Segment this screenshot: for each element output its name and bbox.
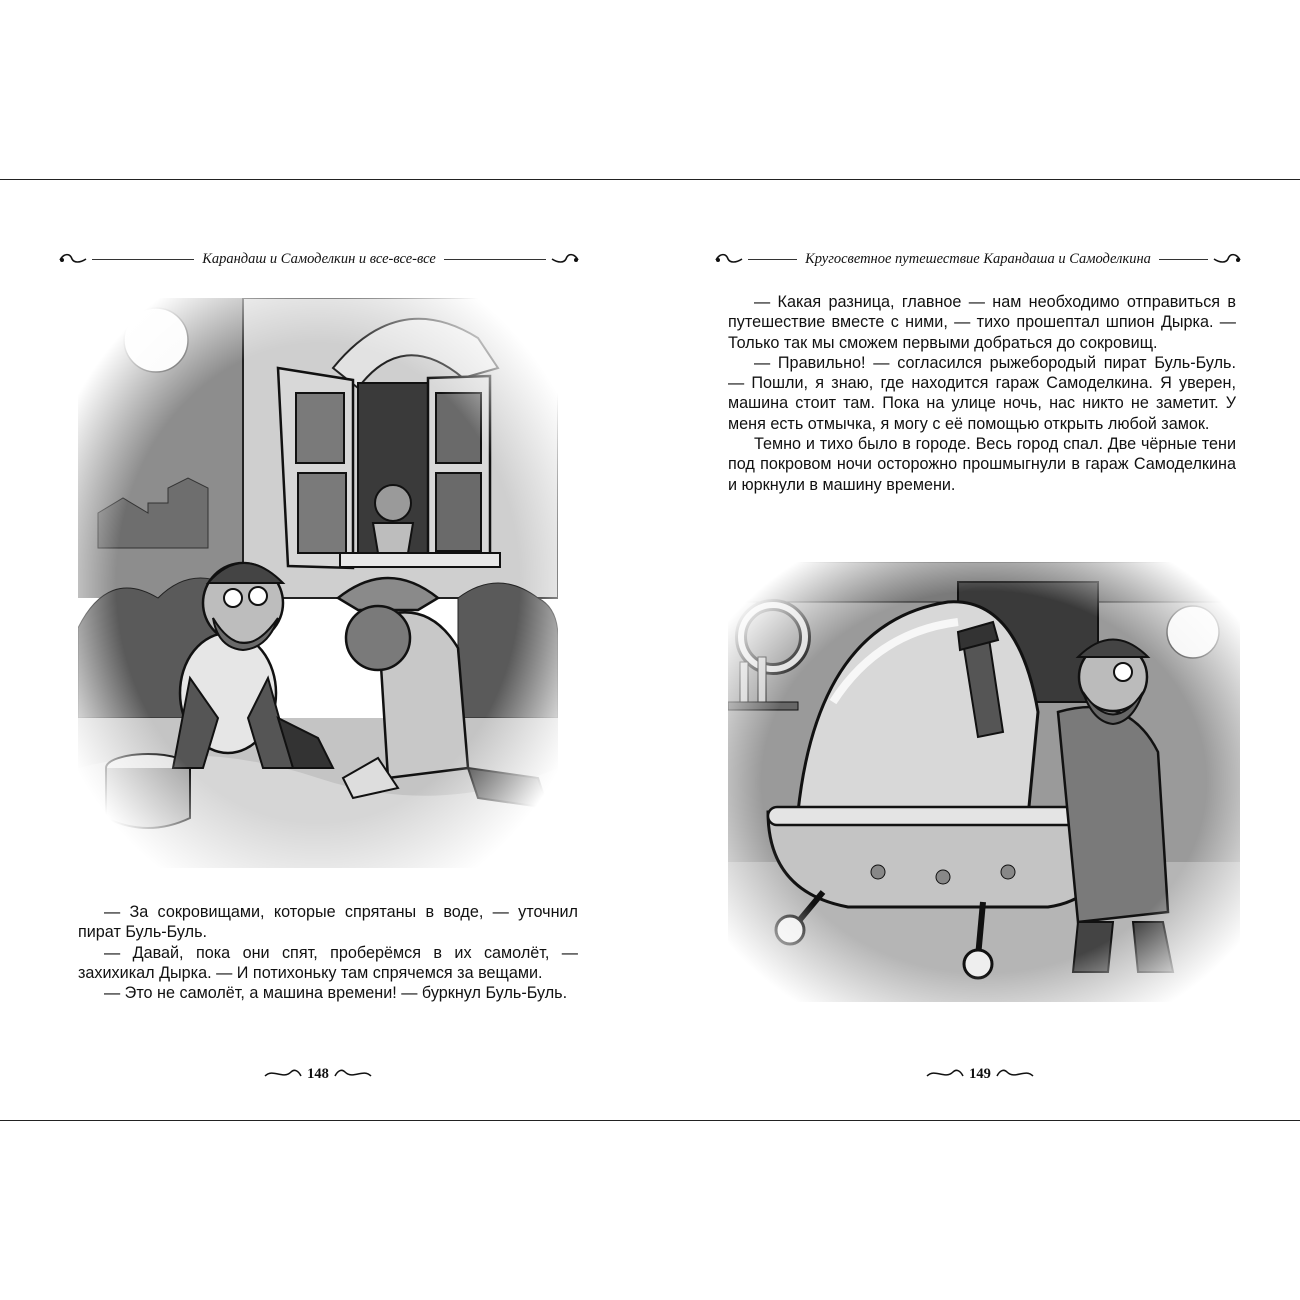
paragraph: — За сокровищами, которые спрятаны в воде, — уточнил пират Буль-Буль.	[78, 903, 578, 942]
running-head-left	[58, 244, 580, 274]
left-page	[0, 180, 650, 1120]
page-number: 149	[969, 1065, 991, 1082]
flourish-ornament-icon	[333, 1066, 373, 1082]
running-head-right	[714, 244, 1242, 274]
paragraph: — Какая разница, главное — нам необходимо отправиться в путешествие вместе с ними, — тихо прошептал шпион Дырка. — Только так мы сможем первыми добраться до сокровищ.	[728, 293, 1236, 352]
running-head-title: Кругосветное путешествие Карандаша и Самоделкина	[805, 250, 1151, 267]
flourish-ornament-icon	[995, 1066, 1035, 1082]
illustration-time-machine-garage	[728, 562, 1240, 1002]
flourish-ornament-icon	[925, 1066, 965, 1082]
paragraph: — Правильно! — согласился рыжебородый пират Буль-Буль. — Пошли, я знаю, где находится гараж Самоделкина. Я уверен, машина стоит там. Пока на улице ночь, нас никто не заметит. У меня есть отмычка, я могу с её помощью открыть любой замок.	[728, 353, 1236, 433]
flourish-ornament-icon	[263, 1066, 303, 1082]
bottom-spread-border	[0, 1120, 1300, 1121]
head-rule	[444, 259, 546, 260]
page-number: 148	[307, 1065, 329, 1082]
flourish-ornament-icon	[550, 251, 580, 267]
page-number-left	[258, 1060, 378, 1088]
head-rule	[92, 259, 194, 260]
right-page	[650, 180, 1300, 1120]
illustration-pirates-under-window	[78, 298, 558, 868]
right-page-text	[728, 292, 1236, 495]
flourish-ornament-icon	[714, 251, 744, 267]
paragraph: — Давай, пока они спят, проберёмся в их самолёт, — захихикал Дырка. — И потихоньку там спрячемся за вещами.	[78, 943, 578, 982]
flourish-ornament-icon	[58, 251, 88, 267]
left-page-text	[78, 902, 578, 1003]
paragraph: — Это не самолёт, а машина времени! — буркнул Буль-Буль.	[104, 984, 568, 1003]
page-number-right	[920, 1060, 1040, 1088]
head-rule	[748, 259, 797, 260]
running-head-title: Карандаш и Самоделкин и все-все-все	[202, 250, 436, 267]
paragraph: Темно и тихо было в городе. Весь город спал. Две чёрные тени под покровом ночи осторожно прошмыгнули в гараж Самоделкина и юркнули в машину времени.	[728, 435, 1236, 494]
flourish-ornament-icon	[1212, 251, 1242, 267]
head-rule	[1159, 259, 1208, 260]
